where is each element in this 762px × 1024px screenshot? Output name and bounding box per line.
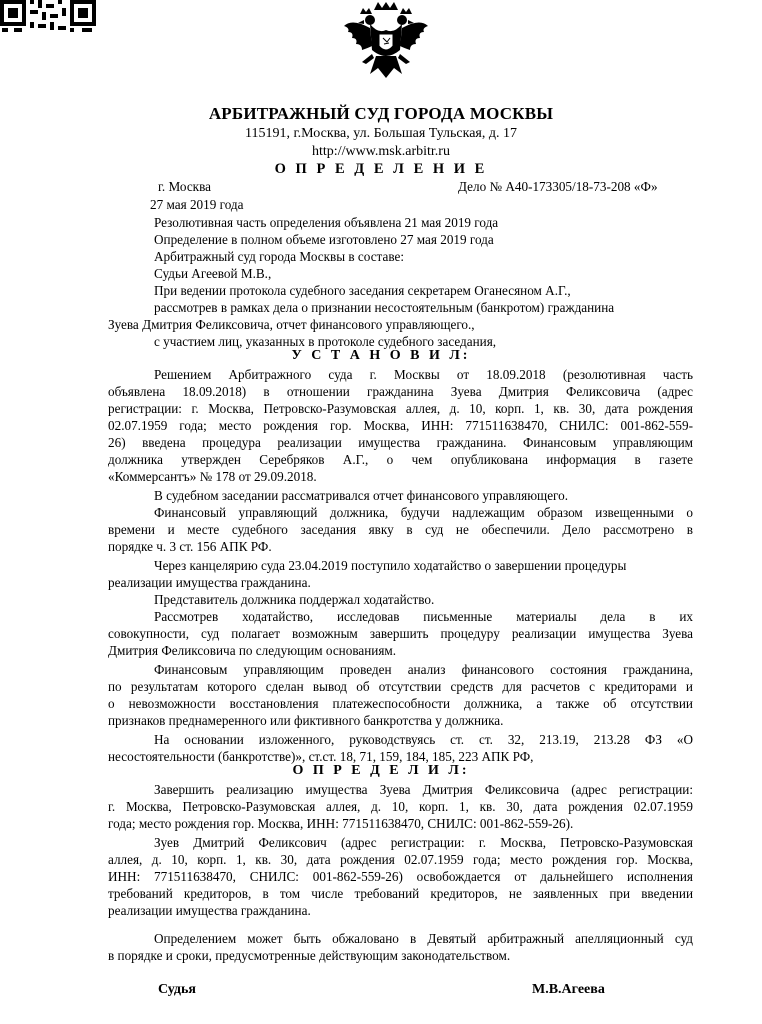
appeal-line: Определением может быть обжаловано в Девятый арбитражный апелляционный суд <box>154 931 693 946</box>
body-line: Финансовым управляющим проведен анализ финансового состояния гражданина, <box>154 662 693 677</box>
qr-code <box>0 0 100 32</box>
intro-line: с участием лиц, указанных в протоколе судебного заседания, <box>154 334 497 349</box>
body-line: о невозможности восстановления платежеспособности должника, а также об отсутствии <box>108 696 693 711</box>
body-line: Финансовый управляющий должника, будучи надлежащим образом извещенными о <box>154 505 693 520</box>
body-line: 26) введена процедура реализации имущества гражданина. Финансовым управляющим <box>108 435 693 450</box>
body-line: Представитель должника поддержал ходатайство. <box>154 592 435 607</box>
ruling-line: г. Москва, Петровско-Разумовская аллея, д. 10, корп. 1, кв. 30, дата рождения 02.07.1959 <box>108 799 693 814</box>
document-city: г. Москва <box>158 179 211 194</box>
intro-line: Зуева Дмитрия Феликсовича, отчет финансового управляющего., <box>108 317 475 332</box>
intro-line: Определение в полном объеме изготовлено 27 мая 2019 года <box>154 232 494 247</box>
ruling-line: реализации имущества гражданина. <box>108 903 311 918</box>
established-heading: У С Т А Н О В И Л: <box>291 348 471 363</box>
body-line: 02.07.1959 года; место рождения гор. Москва, ИНН: 771511638470, СНИЛС: 001-862-559- <box>108 418 693 433</box>
ruling-line: требований кредиторов, в том числе требований кредиторов, не заявленных при введении <box>108 886 693 901</box>
body-line: Через канцелярию суда 23.04.2019 поступило ходатайство о завершении процедуры <box>154 558 627 573</box>
body-line: Дмитрия Феликсовича по следующим основаниям. <box>108 643 397 658</box>
body-line: должника утвержден Серебряков А.Г., о чем опубликована информация в газете <box>108 452 693 467</box>
intro-line: Арбитражный суд города Москвы в составе: <box>154 249 404 264</box>
body-line: объявлена 18.09.2018) в отношении гражданина Зуева Дмитрия Феликсовича (адрес <box>108 384 693 399</box>
ruling-line: Завершить реализацию имущества Зуева Дмитрия Феликсовича (адрес регистрации: <box>154 782 693 797</box>
body-line: несостоятельности (банкротстве)», ст.ст. 18, 71, 159, 184, 185, 223 АПК РФ, <box>108 749 534 764</box>
case-number: Дело № А40-173305/18-73-208 «Ф» <box>458 179 658 194</box>
ruling-heading: О П Р Е Д Е Л И Л: <box>292 763 470 778</box>
signature-label: Судья <box>158 982 196 997</box>
ruling-line: года; место рождения гор. Москва, ИНН: 771511638470, СНИЛС: 001-862-559-26). <box>108 816 574 831</box>
signature-name: М.В.Агеева <box>532 982 605 997</box>
document-type: О П Р Е Д Е Л Е Н И Е <box>274 161 488 177</box>
court-website: http://www.msk.arbitr.ru <box>312 144 450 159</box>
body-line: В судебном заседании рассматривался отчет финансового управляющего. <box>154 488 569 503</box>
intro-line: При ведении протокола судебного заседания секретарем Оганесяном А.Г., <box>154 283 571 298</box>
intro-line: Судьи Агеевой М.В., <box>154 266 272 281</box>
court-name: АРБИТРАЖНЫЙ СУД ГОРОДА МОСКВЫ <box>208 104 554 123</box>
intro-line: рассмотрев в рамках дела о признании несостоятельным (банкротом) гражданина <box>154 300 615 315</box>
intro-line: Резолютивная часть определения объявлена 21 мая 2019 года <box>154 215 499 230</box>
ruling-line: ИНН: 771511638470, СНИЛС: 001-862-559-26) освобождается от дальнейшего исполнения <box>108 869 693 884</box>
body-line: регистрации: г. Москва, Петровско-Разумовская аллея, д. 10, корп. 1, кв. 30, дата рождения <box>108 401 693 416</box>
ruling-line: Зуев Дмитрий Феликсович (адрес регистрации: г. Москва, Петровско-Разумовская <box>154 835 693 850</box>
body-line: совокупности, суд полагает возможным завершить процедуру реализации имущества Зуева <box>108 626 693 641</box>
coat-of-arms-emblem <box>340 0 432 86</box>
body-line: Решением Арбитражного суда г. Москвы от 18.09.2018 (резолютивная часть <box>154 367 693 382</box>
body-line: Рассмотрев ходатайство, исследовав письменные материалы дела в их <box>154 609 693 624</box>
court-address: 115191, г.Москва, ул. Большая Тульская, д. 17 <box>245 126 517 141</box>
body-line: реализации имущества гражданина. <box>108 575 311 590</box>
body-line: «Коммерсантъ» № 178 от 29.09.2018. <box>108 469 317 484</box>
body-line: признаков преднамеренного или фиктивного банкротства у должника. <box>108 713 504 728</box>
body-line: порядке ч. 3 ст. 156 АПК РФ. <box>108 539 272 554</box>
document-date: 27 мая 2019 года <box>150 197 244 212</box>
body-line: На основании изложенного, руководствуясь ст. ст. 32, 213.19, 213.28 ФЗ «О <box>154 732 693 747</box>
ruling-line: аллея, д. 10, корп. 1, кв. 30, дата рождения 02.07.1959 года; место рождения гор. Москва, <box>108 852 693 867</box>
body-line: по результатам которого сделан вывод об отсутствии средств для расчетов с кредиторами и <box>108 679 693 694</box>
body-line: времени и месте судебного заседания явку в суд не обеспечили. Дело рассмотрено в <box>108 522 693 537</box>
appeal-line: в порядке и сроки, предусмотренные действующим законодательством. <box>108 948 511 963</box>
